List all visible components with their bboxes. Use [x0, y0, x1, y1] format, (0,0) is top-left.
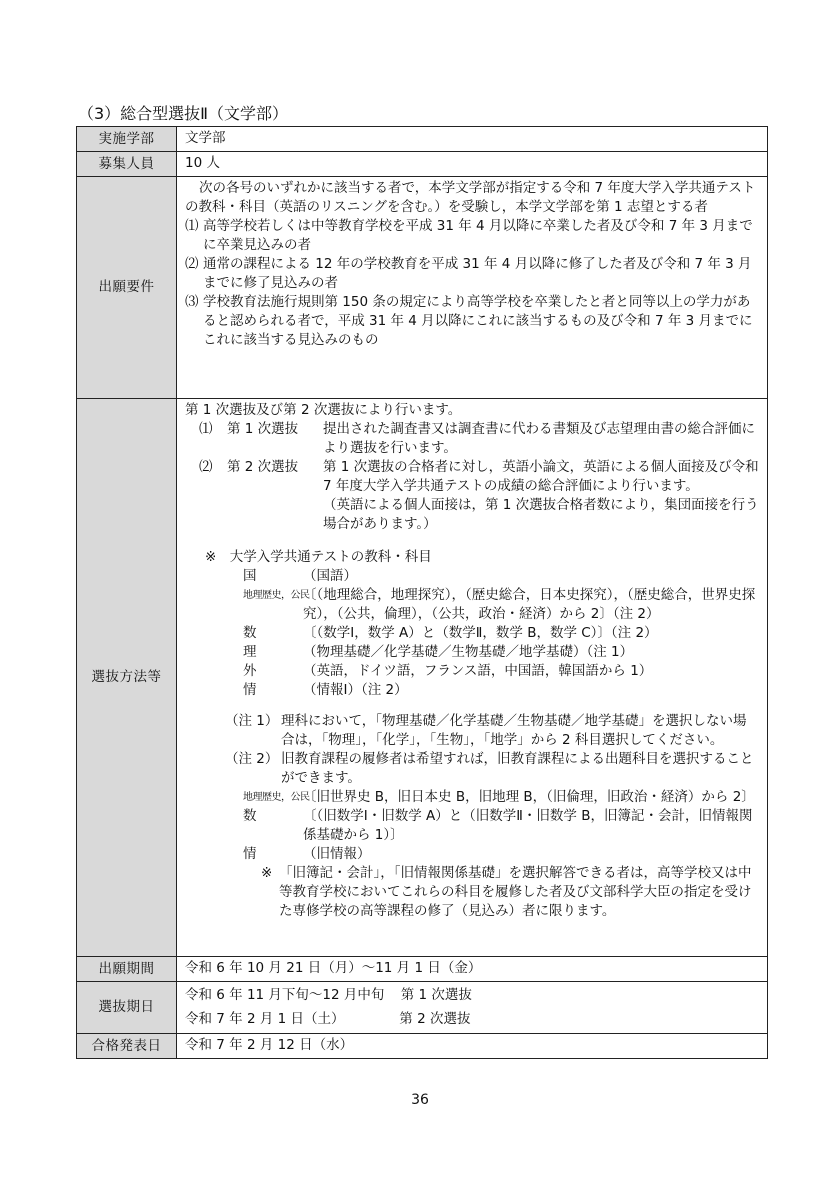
dates-line-1-date: 令和 6 年 11 月下旬～12 月中旬	[185, 987, 385, 1003]
note-text: 理科において，「物理基礎／化学基礎／生物基礎／地学基礎」を選択しない場合は，「物理」，「化学」，「生物」，「地学」から 2 科目選択してください。	[281, 713, 747, 748]
dates-line-1-stage: 第 1 次選抜	[400, 987, 472, 1003]
dates-line-2	[185, 1010, 759, 1029]
requirement-num: ⑴	[185, 218, 199, 234]
old-subject-value: 〔旧世界史 B，旧日本史 B，旧地理 B，（旧倫理，旧政治・経済）から 2〕	[303, 789, 755, 805]
subject-key: 数	[243, 625, 257, 641]
requirements-intro: 次の各号のいずれかに該当する者で，本学文学部が指定する令和 7 年度大学入学共通テストの教科・科目（英語のリスニングを含む。）を受験し，本学文学部を第 1 志望とする者	[185, 180, 756, 215]
kome-note	[185, 864, 759, 921]
row-period	[77, 957, 768, 982]
subject-row	[185, 586, 759, 624]
requirement-text: 高等学校若しくは中等教育学校を平成 31 年 4 月以降に卒業した者及び令和 7 年 3 月までに卒業見込みの者	[203, 218, 753, 253]
label-capacity: 募集人員	[77, 152, 177, 177]
requirement-num: ⑵	[185, 256, 199, 272]
value-announce: 令和 7 年 2 月 12 日（水）	[177, 1034, 768, 1059]
value-period: 令和 6 年 10 月 21 日（月）～11 月 1 日（金）	[177, 957, 768, 982]
selection-intro: 第 1 次選抜及び第 2 次選抜により行います。	[185, 402, 462, 418]
section-heading: （3）総合型選抜Ⅱ（文学部）	[78, 104, 289, 123]
stage-num: ⑵	[199, 459, 213, 475]
subject-value: 〔（数学Ⅰ，数学 A）と（数学Ⅱ，数学 B，数学 C）〕（注 2）	[303, 625, 658, 641]
dates-line-2-date: 令和 7 年 2 月 1 日（土）	[185, 1011, 345, 1027]
note-label: （注 1）	[225, 713, 279, 729]
dates-line-2-stage: 第 2 次選抜	[399, 1011, 471, 1027]
dates-line-1	[185, 986, 759, 1005]
stage-name: 第 1 次選抜	[227, 421, 299, 437]
subject-row	[185, 662, 759, 681]
label-requirements: 出願要件	[77, 177, 177, 399]
subject-value: （国語）	[303, 568, 357, 584]
row-announce	[77, 1034, 768, 1059]
row-capacity	[77, 152, 768, 177]
old-subject-key: 数	[243, 808, 257, 824]
subject-value: 〔（地理総合，地理探究），（歴史総合，日本史探究），（歴史総合，世界史探究），（公共，倫理），（公共，政治・経済）から 2〕（注 2）	[303, 587, 756, 622]
page-number: 36	[411, 1092, 429, 1108]
old-subject-list	[185, 788, 759, 864]
old-subject-row	[185, 788, 759, 807]
subject-list	[185, 567, 759, 700]
requirement-num: ⑶	[185, 294, 199, 310]
subject-row	[185, 567, 759, 586]
requirement-text: 通常の課程による 12 年の学校教育を平成 31 年 4 月以降に修了した者及び令和 7 年 3 月までに修了見込みの者	[203, 256, 752, 291]
label-dates: 選抜期日	[77, 982, 177, 1034]
row-selection	[77, 399, 768, 957]
kome-text: 「旧簿記・会計」，「旧情報関係基礎」を選択解答できる者は，高等学校又は中等教育学校においてこれらの科目を履修した者及び文部科学大臣の指定を受けた専修学校の高等課程の修了（見込み）者に限ります。	[279, 865, 752, 919]
old-subject-value: （旧情報）	[303, 846, 371, 862]
stage-text: 第 1 次選抜の合格者に対し，英語小論文，英語による個人面接及び令和 7 年度大学入学共通テストの成績の総合評価により行います。	[323, 459, 759, 494]
selection-stage	[185, 458, 759, 496]
old-subject-value: 〔（旧数学Ⅰ・旧数学 A）と（旧数学Ⅱ・旧数学 B，旧簿記・会計，旧情報関係基礎から 1）〕	[303, 808, 753, 843]
subject-row	[185, 681, 759, 700]
row-requirements	[77, 177, 768, 399]
stage-num: ⑴	[199, 421, 213, 437]
old-subject-key: 地理歴史，公民	[243, 792, 310, 803]
note-text: 旧教育課程の履修者は希望すれば，旧教育課程による出題科目を選択することができます。	[281, 751, 754, 786]
stage-text: 提出された調査書又は調査書に代わる書類及び志望理由書の総合評価により選抜を行います。	[323, 421, 755, 456]
subject-value: （物理基礎／化学基礎／生物基礎／地学基礎）（注 1）	[303, 644, 634, 660]
label-period: 出願期間	[77, 957, 177, 982]
subject-row	[185, 624, 759, 643]
notes-block	[185, 712, 759, 788]
old-subject-row	[185, 845, 759, 864]
old-subject-key: 情	[243, 846, 257, 862]
label-selection: 選抜方法等	[77, 399, 177, 957]
subject-value: （情報Ⅰ）（注 2）	[303, 682, 408, 698]
test-heading: ※ 大学入学共通テストの教科・科目	[205, 549, 432, 565]
subject-key: 地理歴史，公民	[243, 590, 310, 601]
subject-row	[185, 643, 759, 662]
note-item	[225, 712, 759, 750]
subject-key: 理	[243, 644, 257, 660]
stage-name: 第 2 次選抜	[227, 459, 299, 475]
selection-stage	[185, 420, 759, 458]
requirement-item	[185, 255, 759, 293]
old-subject-row	[185, 807, 759, 845]
subject-key: 国	[243, 568, 257, 584]
admission-table	[76, 126, 768, 1059]
kome-mark: ※	[261, 865, 273, 881]
label-faculty: 実施学部	[77, 127, 177, 152]
requirement-text: 学校教育法施行規則第 150 条の規定により高等学校を卒業したと者と同等以上の学力があると認められる者で，平成 31 年 4 月以降にこれに該当するもの及び令和 7 年 3 月までにこれに該当する見込みのもの	[203, 294, 753, 348]
value-selection	[177, 399, 768, 957]
value-dates	[177, 982, 768, 1034]
stage-note: （英語による個人面接は，第 1 次選抜合格者数により，集団面接を行う場合があります。）	[323, 497, 759, 532]
requirement-item	[185, 293, 759, 350]
subject-value: （英語，ドイツ語，フランス語，中国語，韓国語から 1）	[303, 663, 653, 679]
subject-key: 外	[243, 663, 257, 679]
row-faculty	[77, 127, 768, 152]
row-dates	[77, 982, 768, 1034]
note-label: （注 2）	[225, 751, 279, 767]
requirement-item	[185, 217, 759, 255]
value-faculty: 文学部	[177, 127, 768, 152]
label-announce: 合格発表日	[77, 1034, 177, 1059]
value-requirements	[177, 177, 768, 399]
subject-key: 情	[243, 682, 257, 698]
note-item	[225, 750, 759, 788]
value-capacity: 10 人	[177, 152, 768, 177]
